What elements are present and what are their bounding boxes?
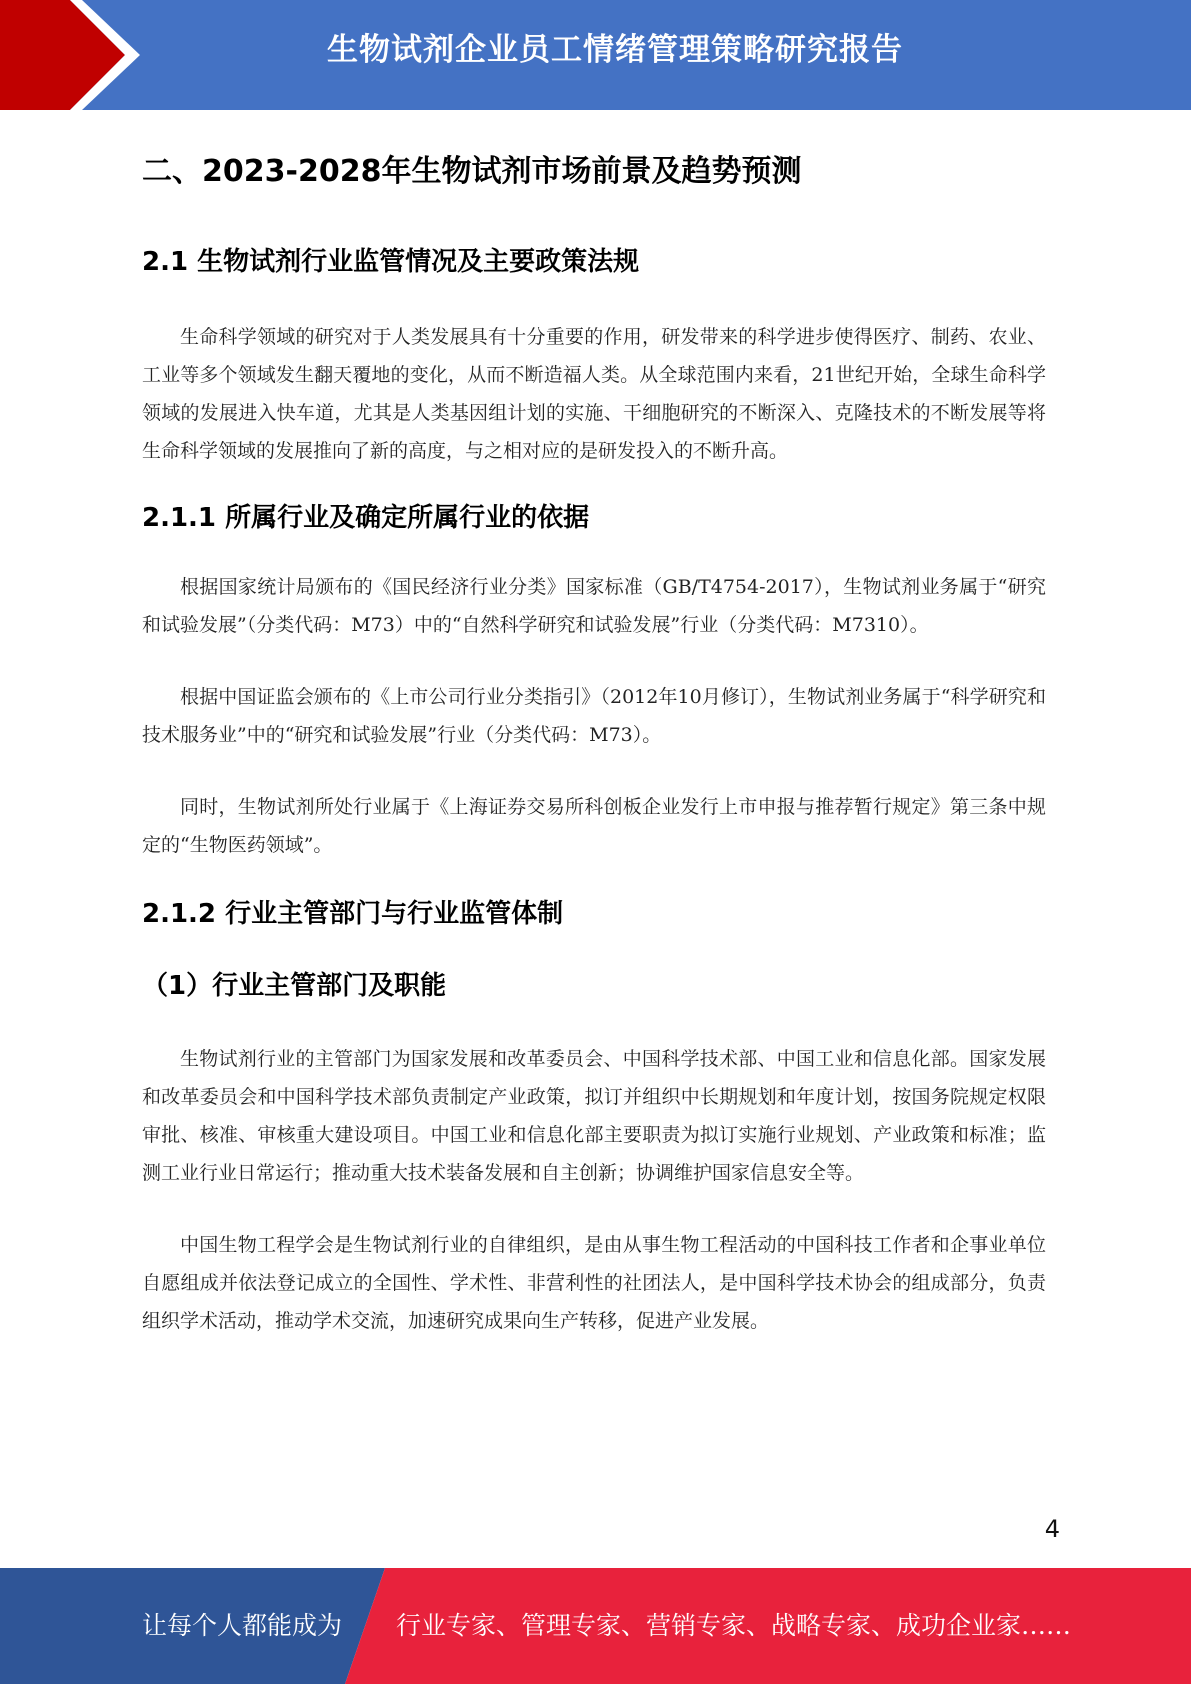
subsection-heading-2-1: 2.1 生物试剂行业监管情况及主要政策法规 [142, 247, 640, 277]
section-heading: 二、2023-2028年生物试剂市场前景及趋势预测 [142, 154, 802, 189]
paragraph: 同时，生物试剂所处行业属于《上海证券交易所科创板企业发行上市申报与推荐暂行规定》第三条中规定的“生物医药领域”。 [142, 796, 1046, 856]
report-title: 生物试剂企业员工情绪管理策略研究报告 [327, 32, 903, 68]
sub-item-heading: （1）行业主管部门及职能 [142, 971, 447, 1001]
page-number: 4 [1044, 1515, 1060, 1543]
paragraph: 根据国家统计局颁布的《国民经济行业分类》国家标准（GB/T4754-2017），生物试剂业务属于“研究和试验发展”（分类代码：M73）中的“自然科学研究和试验发展”行业（分类代码：M7310）。 [142, 576, 1046, 636]
paragraph: 生命科学领域的研究对于人类发展具有十分重要的作用，研发带来的科学进步使得医疗、制药、农业、工业等多个领域发生翻天覆地的变化，从而不断造福人类。从全球范围内来看，21世纪开始，全球生命科学领域的发展进入快车道，尤其是人类基因组计划的实施、干细胞研究的不断深入、克隆技术的不断发展等将生命科学领域的发展推向了新的高度，与之相对应的是研发投入的不断升高。 [142, 326, 1046, 462]
page-content [142, 130, 1046, 1340]
header-band [0, 0, 1191, 110]
paragraph: 根据中国证监会颁布的《上市公司行业分类指引》（2012年10月修订），生物试剂业务属于“科学研究和技术服务业”中的“研究和试验发展”行业（分类代码：M73）。 [142, 686, 1046, 746]
header-arrow-decoration [0, 0, 150, 110]
footer-slogan-left: 让每个人都能成为 [142, 1611, 343, 1640]
paragraph: 生物试剂行业的主管部门为国家发展和改革委员会、中国科学技术部、中国工业和信息化部。国家发展和改革委员会和中国科学技术部负责制定产业政策，拟订并组织中长期规划和年度计划，按国务院规定权限审批、核准、审核重大建设项目。中国工业和信息化部主要职责为拟订实施行业规划、产业政策和标准；监测工业行业日常运行；推动重大技术装备发展和自主创新；协调维护国家信息安全等。 [142, 1048, 1046, 1184]
footer-slogan-right: 行业专家、管理专家、营销专家、战略专家、成功企业家…… [396, 1611, 1072, 1640]
subsection-heading-2-1-2: 2.1.2 行业主管部门与行业监管体制 [142, 899, 564, 929]
footer-band [0, 1568, 1191, 1684]
subsection-heading-2-1-1: 2.1.1 所属行业及确定所属行业的依据 [142, 503, 590, 533]
paragraph: 中国生物工程学会是生物试剂行业的自律组织，是由从事生物工程活动的中国科技工作者和企事业单位自愿组成并依法登记成立的全国性、学术性、非营利性的社团法人，是中国科学技术协会的组成部分，负责组织学术活动，推动学术交流，加速研究成果向生产转移，促进产业发展。 [142, 1234, 1046, 1332]
